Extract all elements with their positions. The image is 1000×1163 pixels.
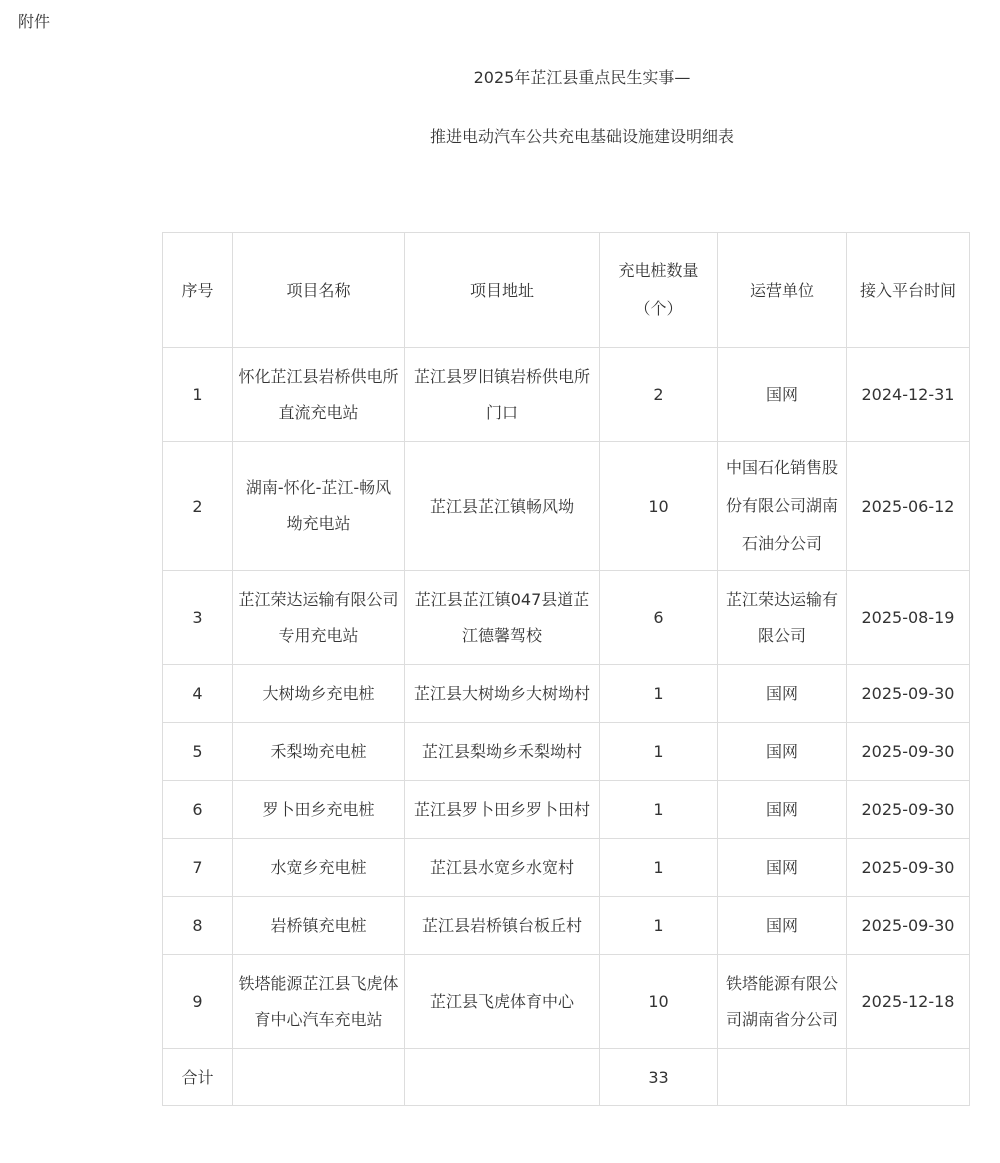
- header-operator: 运营单位: [718, 233, 847, 348]
- total-label: 合计: [163, 1049, 233, 1106]
- cell-name: 湖南-怀化-芷江-畅风坳充电站: [233, 442, 405, 571]
- cell-operator: 国网: [718, 781, 847, 839]
- header-index: 序号: [163, 233, 233, 348]
- total-empty-cell: [718, 1049, 847, 1106]
- cell-name: 禾梨坳充电桩: [233, 723, 405, 781]
- page-title-line-2: 推进电动汽车公共充电基础设施建设明细表: [429, 127, 734, 146]
- cell-operator: 铁塔能源有限公司湖南省分公司: [718, 955, 847, 1049]
- cell-count: 10: [600, 955, 718, 1049]
- total-empty-cell: [847, 1049, 970, 1106]
- cell-address: 芷江县岩桥镇台板丘村: [405, 897, 600, 955]
- cell-count: 1: [600, 665, 718, 723]
- cell-address: 芷江县水宽乡水宽村: [405, 839, 600, 897]
- table-total-row: [163, 1049, 970, 1106]
- cell-name: 岩桥镇充电桩: [233, 897, 405, 955]
- table-row: [163, 442, 970, 571]
- cell-name: 铁塔能源芷江县飞虎体育中心汽车充电站: [233, 955, 405, 1049]
- page-title-line-1: 2025年芷江县重点民生实事—: [473, 68, 691, 87]
- cell-address: 芷江县罗卜田乡罗卜田村: [405, 781, 600, 839]
- cell-name: 大树坳乡充电桩: [233, 665, 405, 723]
- cell-time: 2025-09-30: [847, 839, 970, 897]
- cell-operator: 国网: [718, 348, 847, 442]
- cell-name: 水宽乡充电桩: [233, 839, 405, 897]
- cell-time: 2025-09-30: [847, 897, 970, 955]
- table-row: [163, 955, 970, 1049]
- table-row: [163, 348, 970, 442]
- cell-time: 2025-09-30: [847, 723, 970, 781]
- cell-name: 芷江荣达运输有限公司专用充电站: [233, 571, 405, 665]
- cell-time: 2025-09-30: [847, 665, 970, 723]
- cell-count: 1: [600, 723, 718, 781]
- charging-station-table: [162, 232, 970, 1106]
- total-empty-cell: [233, 1049, 405, 1106]
- cell-name: 怀化芷江县岩桥供电所直流充电站: [233, 348, 405, 442]
- table-row: [163, 781, 970, 839]
- cell-index: 9: [163, 955, 233, 1049]
- header-count: 充电桩数量（个）: [600, 233, 718, 348]
- table-row: [163, 897, 970, 955]
- cell-count: 10: [600, 442, 718, 571]
- table-row: [163, 665, 970, 723]
- cell-operator: 国网: [718, 665, 847, 723]
- cell-index: 2: [163, 442, 233, 571]
- cell-time: 2025-06-12: [847, 442, 970, 571]
- cell-operator: 芷江荣达运输有限公司: [718, 571, 847, 665]
- table-row: [163, 839, 970, 897]
- header-name: 项目名称: [233, 233, 405, 348]
- cell-time: 2025-09-30: [847, 781, 970, 839]
- cell-count: 1: [600, 839, 718, 897]
- table-header-row: [163, 233, 970, 348]
- table-row: [163, 571, 970, 665]
- cell-name: 罗卜田乡充电桩: [233, 781, 405, 839]
- cell-count: 2: [600, 348, 718, 442]
- cell-index: 3: [163, 571, 233, 665]
- cell-operator: 国网: [718, 723, 847, 781]
- cell-address: 芷江县梨坳乡禾梨坳村: [405, 723, 600, 781]
- cell-time: 2025-08-19: [847, 571, 970, 665]
- cell-operator: 国网: [718, 897, 847, 955]
- attachment-label: 附件: [18, 12, 51, 31]
- table-row: [163, 723, 970, 781]
- cell-index: 4: [163, 665, 233, 723]
- cell-count: 1: [600, 781, 718, 839]
- cell-operator: 中国石化销售股份有限公司湖南石油分公司: [718, 442, 847, 571]
- cell-address: 芷江县芷江镇047县道芷江德馨驾校: [405, 571, 600, 665]
- cell-index: 1: [163, 348, 233, 442]
- header-address: 项目地址: [405, 233, 600, 348]
- cell-time: 2025-12-18: [847, 955, 970, 1049]
- cell-operator: 国网: [718, 839, 847, 897]
- cell-count: 6: [600, 571, 718, 665]
- cell-count: 1: [600, 897, 718, 955]
- header-time: 接入平台时间: [847, 233, 970, 348]
- total-count: 33: [600, 1049, 718, 1106]
- cell-address: 芷江县大树坳乡大树坳村: [405, 665, 600, 723]
- cell-index: 6: [163, 781, 233, 839]
- cell-index: 8: [163, 897, 233, 955]
- cell-address: 芷江县罗旧镇岩桥供电所门口: [405, 348, 600, 442]
- cell-index: 5: [163, 723, 233, 781]
- cell-address: 芷江县飞虎体育中心: [405, 955, 600, 1049]
- cell-address: 芷江县芷江镇畅风坳: [405, 442, 600, 571]
- cell-index: 7: [163, 839, 233, 897]
- total-empty-cell: [405, 1049, 600, 1106]
- cell-time: 2024-12-31: [847, 348, 970, 442]
